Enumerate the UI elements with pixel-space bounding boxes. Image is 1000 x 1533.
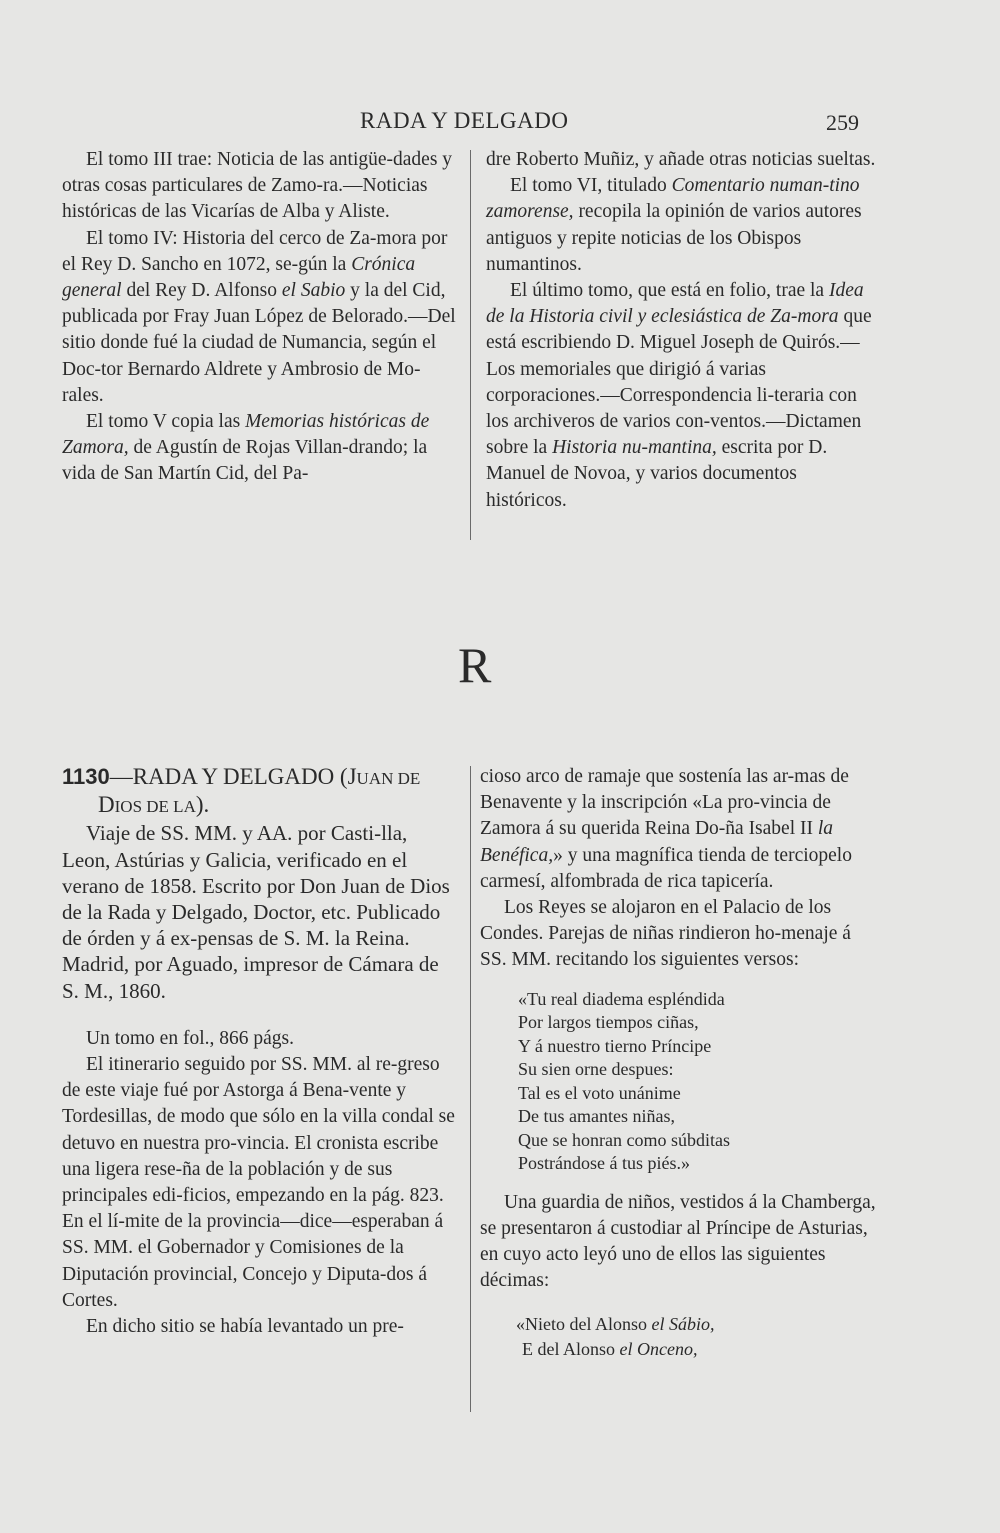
spacer: [62, 1004, 458, 1026]
verse-line: Y á nuestro tierno Príncipe: [518, 1035, 712, 1056]
top-left-column: [62, 147, 460, 488]
verse-block: [518, 988, 880, 1176]
text-run: cioso arco de ramaje que sostenía las ar-mas de Benavente y la inscripción «La pro-vincia de Zamora á su querida Reina Do-ña Isabel II: [480, 766, 849, 840]
paragraph-arco: [480, 764, 880, 895]
verse-line: [516, 1337, 880, 1362]
paragraph-tomo-vi: [486, 173, 882, 278]
italic-title-historia-numantina: Historia nu-mantina,: [552, 437, 717, 459]
text-run: —RADA Y DELGADO (J: [109, 764, 357, 789]
paragraph-tomo-v: [62, 409, 460, 488]
text-run: escrita por D. Manuel de Novoa, y varios documentos históricos.: [486, 437, 828, 511]
entry-description: Un tomo en fol., 866 págs.: [86, 1027, 294, 1049]
small-caps-run: IOS DE LA: [114, 797, 196, 817]
page-number: 259: [826, 110, 859, 135]
bottom-right-column: [480, 764, 880, 1362]
verse-line: Tal es el voto unánime: [518, 1082, 681, 1103]
section-letter: R: [458, 637, 492, 693]
entry-heading-continuation: [62, 792, 458, 820]
italic-title-cronica: Crónica general: [62, 253, 416, 302]
verse-line: De tus amantes niñas,: [518, 1106, 675, 1127]
italic-el-sabio: el Sábio,: [651, 1314, 715, 1335]
paragraph-ultimo-tomo: [486, 278, 882, 514]
paragraph-reyes: Los Reyes se alojaron en el Palacio de los Condes. Parejas de niñas rindieron ho-menaje á SS. MM. recitando los siguientes versos:: [480, 897, 851, 971]
italic-el-sabio: el Sabio: [281, 280, 346, 302]
text-run: El tomo IV: Historia del cerco de Za-mora por el Rey D. Sancho en 1072, se-gún la: [62, 227, 448, 275]
italic-la-benefica: la Benéfica,: [480, 818, 834, 866]
text-run: D: [98, 792, 115, 818]
paragraph-continuation: dre Roberto Muñiz, y añade otras noticias sueltas.: [486, 149, 876, 170]
running-head: RADA Y DELGADO: [360, 108, 569, 133]
text-run: recopila la opinión de varios autores antiguos y repite noticias de los Obispos numantinos.: [486, 201, 862, 275]
paragraph-site: En dicho sitio se había levantado un pre-: [86, 1316, 404, 1338]
verse-line: Que se honran como súbditas: [518, 1129, 730, 1150]
text-run: «Nieto del Alonso: [516, 1314, 652, 1335]
text-run: El tomo V copia las: [86, 411, 246, 433]
text-run: » y una magnífica tienda de terciopelo carmesí, alfombrada de rica tapicería.: [480, 844, 852, 892]
paragraph-tomo-iv: [62, 226, 460, 409]
paragraph-itinerary: El itinerario seguido por SS. MM. al re-greso de este viaje fué por Astorga á Bena-vente y Tordesillas, de modo que sólo en la villa condal se detuvo en nuestra pro-vincia. El cronista escribe una ligera rese-ña de la población y de sus principales edi-ficios, empezando en la pág. 823. En el lí-mite de la provincia—dice—esperaban á SS. MM. el Gobernador y Comisiones de la Diputación provincial, Concejo y Diputa-dos á Cortes.: [62, 1054, 455, 1311]
paragraph-guardia: Una guardia de niños, vestidos á la Chamberga, se presentaron á custodiar al Príncipe de Asturias, en cuyo acto leyó uno de ellos las siguientes décimas:: [480, 1191, 876, 1292]
italic-el-onceno: el Onceno,: [619, 1339, 698, 1360]
entry-title: Viaje de SS. MM. y AA. por Casti-lla, Leon, Astúrias y Galicia, verificado en el verano de 1858. Escrito por Don Juan de Dios de la Rada y Delgado, Doctor, etc. Publicado de órden y á ex-pensas de S. M. la Reina. Madrid, por Aguado, impresor de Cámara de S. M., 1860.: [62, 821, 450, 1003]
italic-title-comentario: Comentario numan-tino zamorense,: [486, 175, 860, 223]
verse-line: Postrándose á tus piés.»: [518, 1153, 690, 1174]
text-run: ).: [195, 792, 210, 818]
verse-line: Por largos tiempos ciñas,: [518, 1012, 699, 1033]
paragraph-tomo-iii: El tomo III trae: Noticia de las antigüe-dades y otras cosas particulares de Zamo-ra.—Noticias históricas de las Vicarías de Alba y Aliste.: [62, 149, 453, 223]
column-divider-bottom: [470, 766, 471, 1412]
entry-number: 1130: [62, 764, 110, 789]
decima-block: [516, 1312, 880, 1362]
text-run: de Agustín de Rojas Villan-drando; la vida de San Martín Cid, del Pa-: [62, 437, 428, 485]
text-run: y la del Cid, publicada por Fray Juan López de Belorado.—Del sitio donde fué la ciudad de Numancia, según el Doc-tor Bernardo Aldrete y Ambrosio de Mo-rales.: [62, 280, 456, 406]
column-divider-top: [470, 150, 471, 540]
verse-line: [516, 1312, 880, 1337]
text-run: El último tomo, que está en folio, trae la: [510, 280, 829, 302]
verse-line: Su sien orne despues:: [518, 1059, 674, 1080]
italic-title-memorias: Memorias históricas de Zamora,: [62, 411, 430, 459]
entry-heading: [62, 764, 458, 820]
text-run: que está escribiendo D. Miguel Joseph de Quirós.—Los memoriales que dirigió á varias corporaciones.—Correspondencia li-teraria con los archiveros de varios con-ventos.—Dictamen sobre la: [486, 306, 872, 459]
small-caps-run: UAN DE: [356, 769, 421, 788]
text-run: E del Alonso: [522, 1339, 620, 1360]
text-run: El tomo VI, titulado: [510, 175, 672, 197]
bottom-left-column: [62, 764, 458, 1340]
verse-line: «Tu real diadema espléndida: [518, 988, 725, 1009]
italic-title-idea: Idea de la Historia civil y eclesiástica de Za-mora: [486, 280, 864, 328]
text-run: del Rey D. Alfonso: [121, 280, 282, 302]
top-right-column: [486, 147, 882, 514]
